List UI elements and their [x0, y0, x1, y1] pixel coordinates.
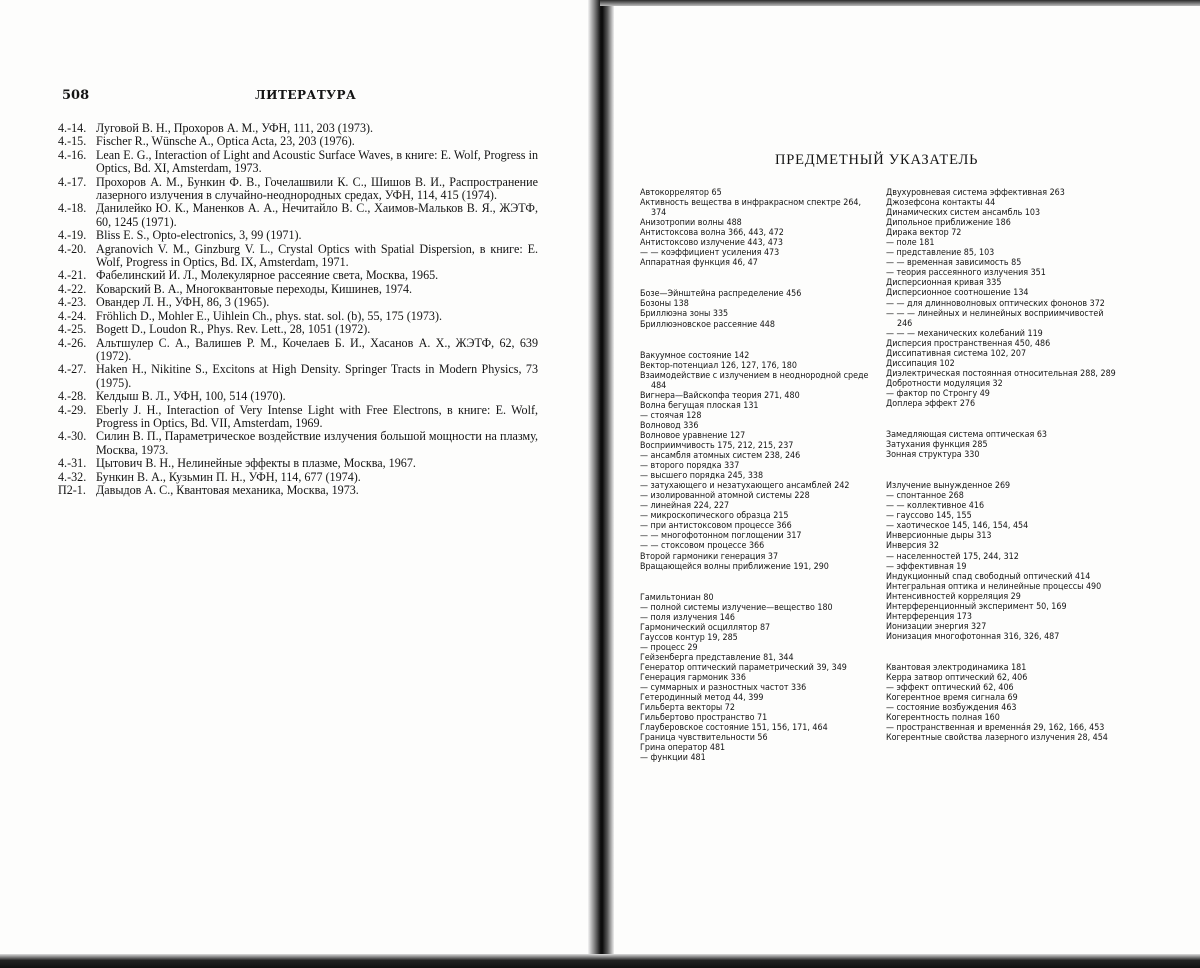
index-entry: — теория рассеянного излучения 351: [886, 268, 1046, 279]
reference-entry: [58, 269, 538, 282]
reference-text: Луговой В. Н., Прохоров А. М., УФН, 111, 203 (1973).: [96, 121, 374, 135]
letter-group-gap: [640, 330, 872, 351]
index-entry: — изолированной атомной системы 228: [640, 491, 810, 502]
reference-text: Bogett D., Loudon R., Phys. Rev. Lett., 28, 1051 (1972).: [96, 322, 371, 337]
index-entry: Гетеродинный метод 44, 399: [640, 693, 764, 704]
index-entry: Дисперсия пространственная 450, 486: [886, 338, 1051, 349]
index-entry: Излучение вынужденное 269: [886, 481, 1011, 492]
reference-entry: [58, 390, 538, 403]
reference-number: 4.-19.: [58, 228, 87, 243]
reference-entry: [58, 283, 538, 296]
index-entry: Бозе—Эйнштейна распределение 456: [640, 289, 802, 300]
index-entry: Гильберта векторы 72: [640, 703, 735, 714]
reference-entry: [58, 176, 538, 203]
index-entry: — поля излучения 146: [640, 612, 735, 623]
index-entry: — микроскопического образца 215: [640, 511, 789, 522]
reference-number: 4.-25.: [58, 322, 87, 337]
index-entry: — — — линейных и нелинейных восприимчивостей 246: [886, 308, 1104, 329]
index-entry: Доплера эффект 276: [886, 398, 976, 409]
letter-group-gap: [886, 642, 1118, 663]
index-entry: Диссипация 102: [886, 358, 955, 369]
index-entry: Волна бегущая плоская 131: [640, 400, 759, 411]
reference-number: 4.-21.: [58, 268, 87, 283]
index-entry: Граница чувствительности 56: [640, 733, 768, 744]
reference-text: Haken H., Nikitine S., Excitons at High Density. Springer Tracts in Modern Physics, 73 (1975).: [96, 362, 538, 390]
index-entry: Автокоррелятор 65: [640, 188, 722, 198]
reference-number: 4.-17.: [58, 174, 87, 189]
reference-number: П2-1.: [58, 482, 86, 497]
reference-text: Келдыш В. Л., УФН, 100, 514 (1970).: [96, 389, 286, 404]
reference-entry: [58, 202, 538, 229]
index-entry: — состояние возбуждения 463: [886, 703, 1017, 714]
running-head: ЛИТЕРАТУРА: [255, 88, 357, 102]
index-entry: Волновод 336: [640, 420, 699, 431]
index-entry: Гильбертово пространство 71: [640, 713, 768, 724]
index-entry: Когерентное время сигнала 69: [886, 693, 1018, 704]
reference-number: 4.-32.: [58, 469, 87, 484]
index-entry: — пространственная и временна́я 29, 162, 166, 453: [886, 723, 1105, 734]
index-entry: — — временная зависимость 85: [886, 258, 1022, 269]
index-entry: Квантовая электродинамика 181: [886, 662, 1027, 673]
index-entry: Вакуумное состояние 142: [640, 350, 750, 361]
reference-number: 4.-18.: [58, 201, 87, 216]
index-column-right: [886, 188, 1118, 743]
index-entry: — — стоксовом процессе 366: [640, 541, 765, 552]
index-entry: Ионизация многофотонная 316, 326, 487: [886, 631, 1060, 642]
reference-text: Bliss E. S., Opto-electronics, 3, 99 (1971).: [96, 228, 302, 243]
reference-text: Данилейко Ю. К., Маненков А. А., Нечитайло В. С., Хаимов-Мальков В. Я., ЖЭТФ, 60, 1245 (1971).: [96, 201, 538, 229]
reference-entry: [58, 471, 538, 484]
index-entry: — функции 481: [640, 753, 706, 764]
index-entry: Динамических систем ансамбль 103: [886, 208, 1041, 219]
index-entry: Бриллюэна зоны 335: [640, 309, 729, 320]
index-entry: Диссипативная система 102, 207: [886, 348, 1027, 359]
index-entry: — эффект оптический 62, 406: [886, 683, 1014, 694]
reference-entry: [58, 430, 538, 457]
index-entry: Затухания функция 285: [886, 440, 988, 451]
index-entry: Активность вещества в инфракрасном спектре 264, 374: [640, 198, 862, 219]
reference-text: Цытович В. Н., Нелинейные эффекты в плазме, Москва, 1967.: [96, 456, 416, 471]
index-entry: — при антистоксовом процессе 366: [640, 521, 792, 532]
index-entry: Гармонический осциллятор 87: [640, 622, 771, 633]
reference-number: 4.-15.: [58, 134, 87, 149]
index-entry: Бриллюэновское рассеяние 448: [640, 319, 775, 330]
letter-group-gap: [886, 409, 1118, 430]
reference-number: 4.-26.: [58, 335, 87, 350]
index-entry: Интенсивностей корреляция 29: [886, 591, 1021, 602]
reference-entry: [58, 363, 538, 390]
index-entry: — гауссово 145, 155: [886, 511, 972, 522]
reference-text: Овандер Л. Н., УФН, 86, 3 (1965).: [96, 295, 270, 310]
index-entry: — — коллективное 416: [886, 501, 985, 512]
index-entry: Грина оператор 481: [640, 743, 726, 754]
index-entry: Волновое уравнение 127: [640, 430, 746, 441]
reference-entry: [58, 149, 538, 176]
reference-number: 4.-30.: [58, 429, 87, 444]
reference-text: Альтшулер С. А., Валишев Р. М., Кочелаев Б. И., Хасанов А. Х., ЖЭТФ, 62, 639 (1972).: [96, 335, 538, 363]
reference-list: [58, 122, 538, 497]
index-entry: Индукционный спад свободный оптический 414: [886, 571, 1091, 582]
index-entry: Гамильтониан 80: [640, 592, 714, 603]
reference-text: Фабелинский И. Л., Молекулярное рассеяние света, Москва, 1965.: [96, 268, 439, 283]
index-entry: Генератор оптический параметрический 39, 349: [640, 662, 847, 673]
letter-group-gap: [640, 268, 872, 289]
reference-text: Прохоров А. М., Бункин Ф. В., Гочелашвили К. С., Шишов В. И., Распространение лазерного излучения в случайно-неоднородных средах, УФН, 114, 415 (1974).: [96, 174, 538, 203]
index-entry: Добротности модуляция 32: [886, 378, 1003, 389]
reference-text: Коварский В. А., Многоквантовые переходы, Кишинев, 1974.: [96, 281, 413, 296]
index-entry: Бозоны 138: [640, 299, 689, 310]
reference-entry: [58, 243, 538, 270]
index-entry: Второй гармоники генерация 37: [640, 551, 779, 562]
index-entry: Интерференция 173: [886, 611, 972, 622]
reference-number: 4.-16.: [58, 147, 87, 162]
index-entry: — стоячая 128: [640, 410, 702, 421]
index-entry: Вигнера—Вайскопфа теория 271, 480: [640, 390, 800, 401]
index-entry: Антистоксово излучение 443, 473: [640, 238, 783, 249]
reference-entry: [58, 310, 538, 323]
index-title: ПРЕДМЕТНЫЙ УКАЗАТЕЛЬ: [775, 152, 979, 168]
index-entry: Анизотропии волны 488: [640, 218, 742, 229]
index-entry: — фактор по Стронгу 49: [886, 388, 990, 399]
index-entry: — хаотическое 145, 146, 154, 454: [886, 521, 1029, 532]
scan-bottom-edge: [0, 954, 1200, 968]
index-column-left: [640, 188, 872, 763]
reference-number: 4.-29.: [58, 402, 87, 417]
index-entry: Взаимодействие с излучением в неоднородной среде 484: [640, 370, 869, 391]
index-entry: Инверсионные дыры 313: [886, 531, 992, 542]
index-entry: — процесс 29: [640, 642, 698, 653]
index-entry: Когерентные свойства лазерного излучения 28, 454: [886, 733, 1108, 744]
index-entry: Гауссов контур 19, 285: [640, 632, 738, 643]
reference-text: Eberly J. H., Interaction of Very Intense Light with Free Electrons, в книге: E. Wolf, Progress in Optics, Bd. VII, Amsterdam, 1969.: [96, 402, 538, 430]
reference-text: Бункин В. А., Кузьмин П. Н., УФН, 114, 677 (1974).: [96, 469, 361, 484]
letter-group-gap: [640, 572, 872, 593]
index-entry: Восприимчивость 175, 212, 215, 237: [640, 440, 794, 451]
index-entry: — второго порядка 337: [640, 461, 740, 472]
index-entry: Двухуровневая система эффективная 263: [886, 188, 1065, 198]
index-entry: — — многофотонном поглощении 317: [640, 531, 802, 542]
index-entry: Ионизации энергия 327: [886, 621, 987, 632]
reference-text: Lean E. G., Interaction of Light and Acoustic Surface Waves, в книге: E. Wolf, Progress in Optics, Bd. XI, Amsterdam, 1973.: [96, 147, 538, 176]
index-entry: — — для длинноволновых оптических фононов 372: [886, 298, 1105, 309]
letter-group-gap: [886, 460, 1118, 481]
index-entry: Интегральная оптика и нелинейные процессы 490: [886, 581, 1102, 592]
index-entry: Замедляющая система оптическая 63: [886, 430, 1048, 441]
index-entry: — линейная 224, 227: [640, 501, 730, 512]
reference-number: 4.-27.: [58, 362, 87, 377]
index-entry: — представление 85, 103: [886, 248, 995, 259]
index-entry: — населенностей 175, 244, 312: [886, 551, 1019, 562]
index-entry: Дипольное приближение 186: [886, 218, 1011, 229]
index-entry: — ансамбля атомных систем 238, 246: [640, 451, 801, 462]
reference-text: Силин В. П., Параметрическое воздействие излучения большой мощности на плазму, Москва, 1973.: [96, 429, 538, 457]
index-entry: — поле 181: [886, 238, 935, 249]
book-spine-gutter: [588, 0, 614, 968]
index-entry: — затухающего и незатухающего ансамблей 242: [640, 481, 850, 492]
page-number: 508: [62, 88, 90, 103]
index-entry: Глауберовское состояние 151, 156, 171, 464: [640, 723, 828, 734]
reference-number: 4.-23.: [58, 295, 87, 310]
reference-number: 4.-14.: [58, 121, 87, 135]
index-entry: — — коэффициент усиления 473: [640, 248, 780, 259]
reference-number: 4.-20.: [58, 241, 87, 256]
index-entry: Керра затвор оптический 62, 406: [886, 672, 1028, 683]
index-entry: — эффективная 19: [886, 561, 967, 572]
index-entry: Генерация гармоник 336: [640, 672, 746, 683]
index-entry: Инверсия 32: [886, 541, 939, 552]
index-entry: Дирака вектор 72: [886, 228, 962, 239]
index-entry: Интерференционный эксперимент 50, 169: [886, 601, 1067, 612]
reference-entry: [58, 135, 538, 148]
index-entry: Гейзенберга представление 81, 344: [640, 652, 794, 663]
scan-top-edge: [600, 0, 1200, 6]
reference-entry: [58, 404, 538, 431]
reference-entry: [58, 337, 538, 364]
reference-entry: [58, 122, 538, 135]
reference-number: 4.-31.: [58, 456, 87, 471]
index-entry: Антистоксова волна 366, 443, 472: [640, 228, 784, 239]
index-entry: Аппаратная функция 46, 47: [640, 258, 758, 269]
index-entry: — — — механических колебаний 119: [886, 328, 1043, 339]
index-entry: — полной системы излучение—вещество 180: [640, 602, 833, 613]
index-entry: Джозефсона контакты 44: [886, 198, 996, 209]
reference-entry: [58, 296, 538, 309]
reference-text: Давыдов А. С., Квантовая механика, Москва, 1973.: [96, 482, 359, 497]
index-entry: Вращающейся волны приближение 191, 290: [640, 561, 829, 572]
index-entry: Вектор-потенциал 126, 127, 176, 180: [640, 360, 797, 371]
reference-number: 4.-28.: [58, 389, 87, 404]
reference-number: 4.-22.: [58, 281, 87, 296]
reference-entry: [58, 229, 538, 242]
reference-text: Fröhlich D., Mohler E., Uihlein Ch., phys. stat. sol. (b), 55, 175 (1973).: [96, 308, 442, 323]
reference-entry: [58, 323, 538, 336]
reference-number: 4.-24.: [58, 308, 87, 323]
index-entry: Зонная структура 330: [886, 450, 980, 461]
index-entry: — суммарных и разностных частот 336: [640, 683, 807, 694]
index-entry: Дисперсионная кривая 335: [886, 278, 1002, 289]
reference-entry: [58, 484, 538, 497]
reference-text: Fischer R., Wünsche A., Optica Acta, 23, 203 (1976).: [96, 134, 355, 149]
index-entry: — спонтанное 268: [886, 491, 964, 502]
reference-text: Agranovich V. M., Ginzburg V. L., Crystal Optics with Spatial Dispersion, в книге: E. Wolf, Progress in Optics, Bd. IX, Amsterdam, 1971.: [96, 241, 538, 270]
reference-entry: [58, 457, 538, 470]
index-entry: Когерентность полная 160: [886, 713, 1000, 724]
index-entry: Дисперсионное соотношение 134: [886, 288, 1029, 299]
index-entry: — высшего порядка 245, 338: [640, 471, 764, 482]
index-entry: Диэлектрическая постоянная относительная 288, 289: [886, 368, 1116, 379]
